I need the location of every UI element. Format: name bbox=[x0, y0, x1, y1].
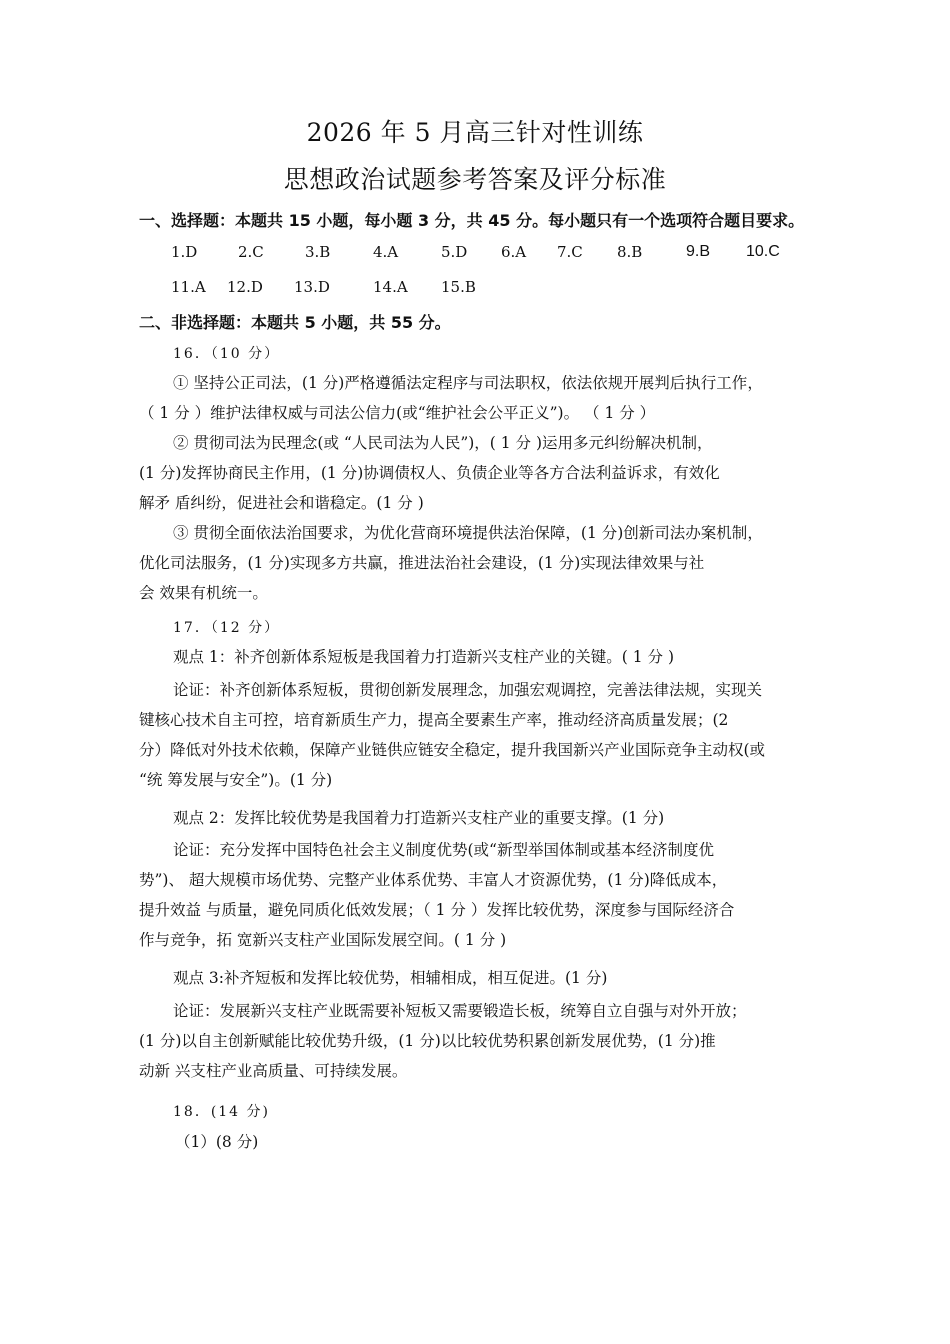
answer-2: 2.C bbox=[238, 243, 264, 261]
answer-8: 8.B bbox=[617, 243, 643, 261]
answer-14: 14.A bbox=[373, 278, 408, 296]
answers-row-2 bbox=[0, 278, 950, 302]
q17-label: 17．（12 分） bbox=[173, 620, 281, 636]
q17-a2-line: 提升效益 与质量，避免同质化低效发展；（ 1 分 ）发挥比较优势，深度参与国际经济合 bbox=[139, 901, 735, 919]
q17-viewpoint-2: 观点 2：发挥比较优势是我国着力打造新兴支柱产业的重要支撑。(1 分) bbox=[173, 809, 665, 827]
q16-p1-line: ① 坚持公正司法，(1 分)严格遵循法定程序与司法职权，依法依规开展判后执行工作， bbox=[173, 374, 763, 392]
q17-a3-line: 论证：发展新兴支柱产业既需要补短板又需要锻造长板，统筹自立自强与对外开放； bbox=[173, 1002, 747, 1020]
q16-p1-line: （ 1 分 ）维护法律权威与司法公信力(或“维护社会公平正义”)。 （ 1 分 ） bbox=[139, 404, 656, 422]
document-subtitle: 思想政治试题参考答案及评分标准 bbox=[283, 165, 667, 194]
q16-p3-line: 会 效果有机统一。 bbox=[139, 584, 268, 602]
answer-1: 1.D bbox=[171, 243, 198, 261]
answer-4: 4.A bbox=[373, 243, 399, 261]
section2-heading: 二、非选择题：本题共 5 小题，共 55 分。 bbox=[139, 313, 451, 332]
q16-point-3 bbox=[139, 518, 829, 608]
answer-15: 15.B bbox=[441, 278, 476, 296]
q17-a1-line: 论证：补齐创新体系短板，贯彻创新发展理念，加强宏观调控，完善法律法规，实现关 bbox=[173, 681, 763, 699]
q17-a1-line: 分）降低对外技术依赖，保障产业链供应链安全稳定，提升我国新兴产业国际竞争主动权(或 bbox=[139, 741, 766, 759]
answers-row-1 bbox=[0, 243, 950, 267]
q17-argument-1 bbox=[139, 675, 829, 795]
q17-a2-line: 论证：充分发挥中国特色社会主义制度优势(或“新型举国体制或基本经济制度优 bbox=[173, 841, 714, 859]
answer-6: 6.A bbox=[501, 243, 527, 261]
q17-viewpoint-3: 观点 3:补齐短板和发挥比较优势，相辅相成，相互促进。(1 分) bbox=[173, 969, 608, 987]
answer-9: 9.B bbox=[686, 243, 711, 260]
answer-5: 5.D bbox=[441, 243, 468, 261]
answer-7: 7.C bbox=[557, 243, 583, 261]
q18-label: 18．(14 分) bbox=[173, 1104, 271, 1120]
q16-label: 16．（10 分） bbox=[173, 346, 281, 362]
q17-a3-line: 动新 兴支柱产业高质量、可持续发展。 bbox=[139, 1062, 408, 1080]
answer-12: 12.D bbox=[227, 278, 263, 296]
document-title: 2026 年 5 月高三针对性训练 bbox=[306, 118, 644, 147]
q17-argument-3 bbox=[139, 996, 829, 1086]
q16-p3-line: 优化司法服务，(1 分)实现多方共赢，推进法治社会建设，(1 分)实现法律效果与社 bbox=[139, 554, 705, 572]
q17-a1-line: “统 筹发展与安全”)。(1 分) bbox=[139, 771, 333, 789]
answer-11: 11.A bbox=[171, 278, 206, 296]
answer-10: 10.C bbox=[746, 243, 780, 260]
q16-p2-line: ② 贯彻司法为民理念(或 “人民司法为人民”)，( 1 分 )运用多元纠纷解决机制， bbox=[173, 434, 713, 452]
answer-13: 13.D bbox=[294, 278, 330, 296]
q17-a3-line: (1 分)以自主创新赋能比较优势升级，(1 分)以比较优势积累创新发展优势，(1 分)推 bbox=[139, 1032, 716, 1050]
section1-heading: 一、选择题：本题共 15 小题，每小题 3 分，共 45 分。每小题只有一个选项符合题目要求。 bbox=[139, 211, 805, 230]
q16-point-1 bbox=[139, 368, 829, 428]
q17-argument-2 bbox=[139, 835, 829, 955]
q16-p2-line: (1 分)发挥协商民主作用，(1 分)协调债权人、负债企业等各方合法利益诉求，有效化 bbox=[139, 464, 720, 482]
q17-a2-line: 作与竞争，拓 宽新兴支柱产业国际发展空间。( 1 分 ) bbox=[139, 931, 507, 949]
q17-a1-line: 键核心技术自主可控，培育新质生产力，提高全要素生产率，推动经济高质量发展；(2 bbox=[139, 711, 729, 729]
q17-a2-line: 势”)、 超大规模市场优势、完整产业体系优势、丰富人才资源优势，(1 分)降低成本， bbox=[139, 871, 728, 889]
q18-sub-1: （1）(8 分) bbox=[175, 1133, 259, 1151]
q16-p2-line: 解矛 盾纠纷，促进社会和谐稳定。(1 分 ) bbox=[139, 494, 424, 512]
q16-p3-line: ③ 贯彻全面依法治国要求，为优化营商环境提供法治保障，(1 分)创新司法办案机制， bbox=[173, 524, 763, 542]
q16-point-2 bbox=[139, 428, 829, 518]
answer-3: 3.B bbox=[305, 243, 331, 261]
q17-viewpoint-1: 观点 1：补齐创新体系短板是我国着力打造新兴支柱产业的关键。( 1 分 ) bbox=[173, 648, 675, 666]
